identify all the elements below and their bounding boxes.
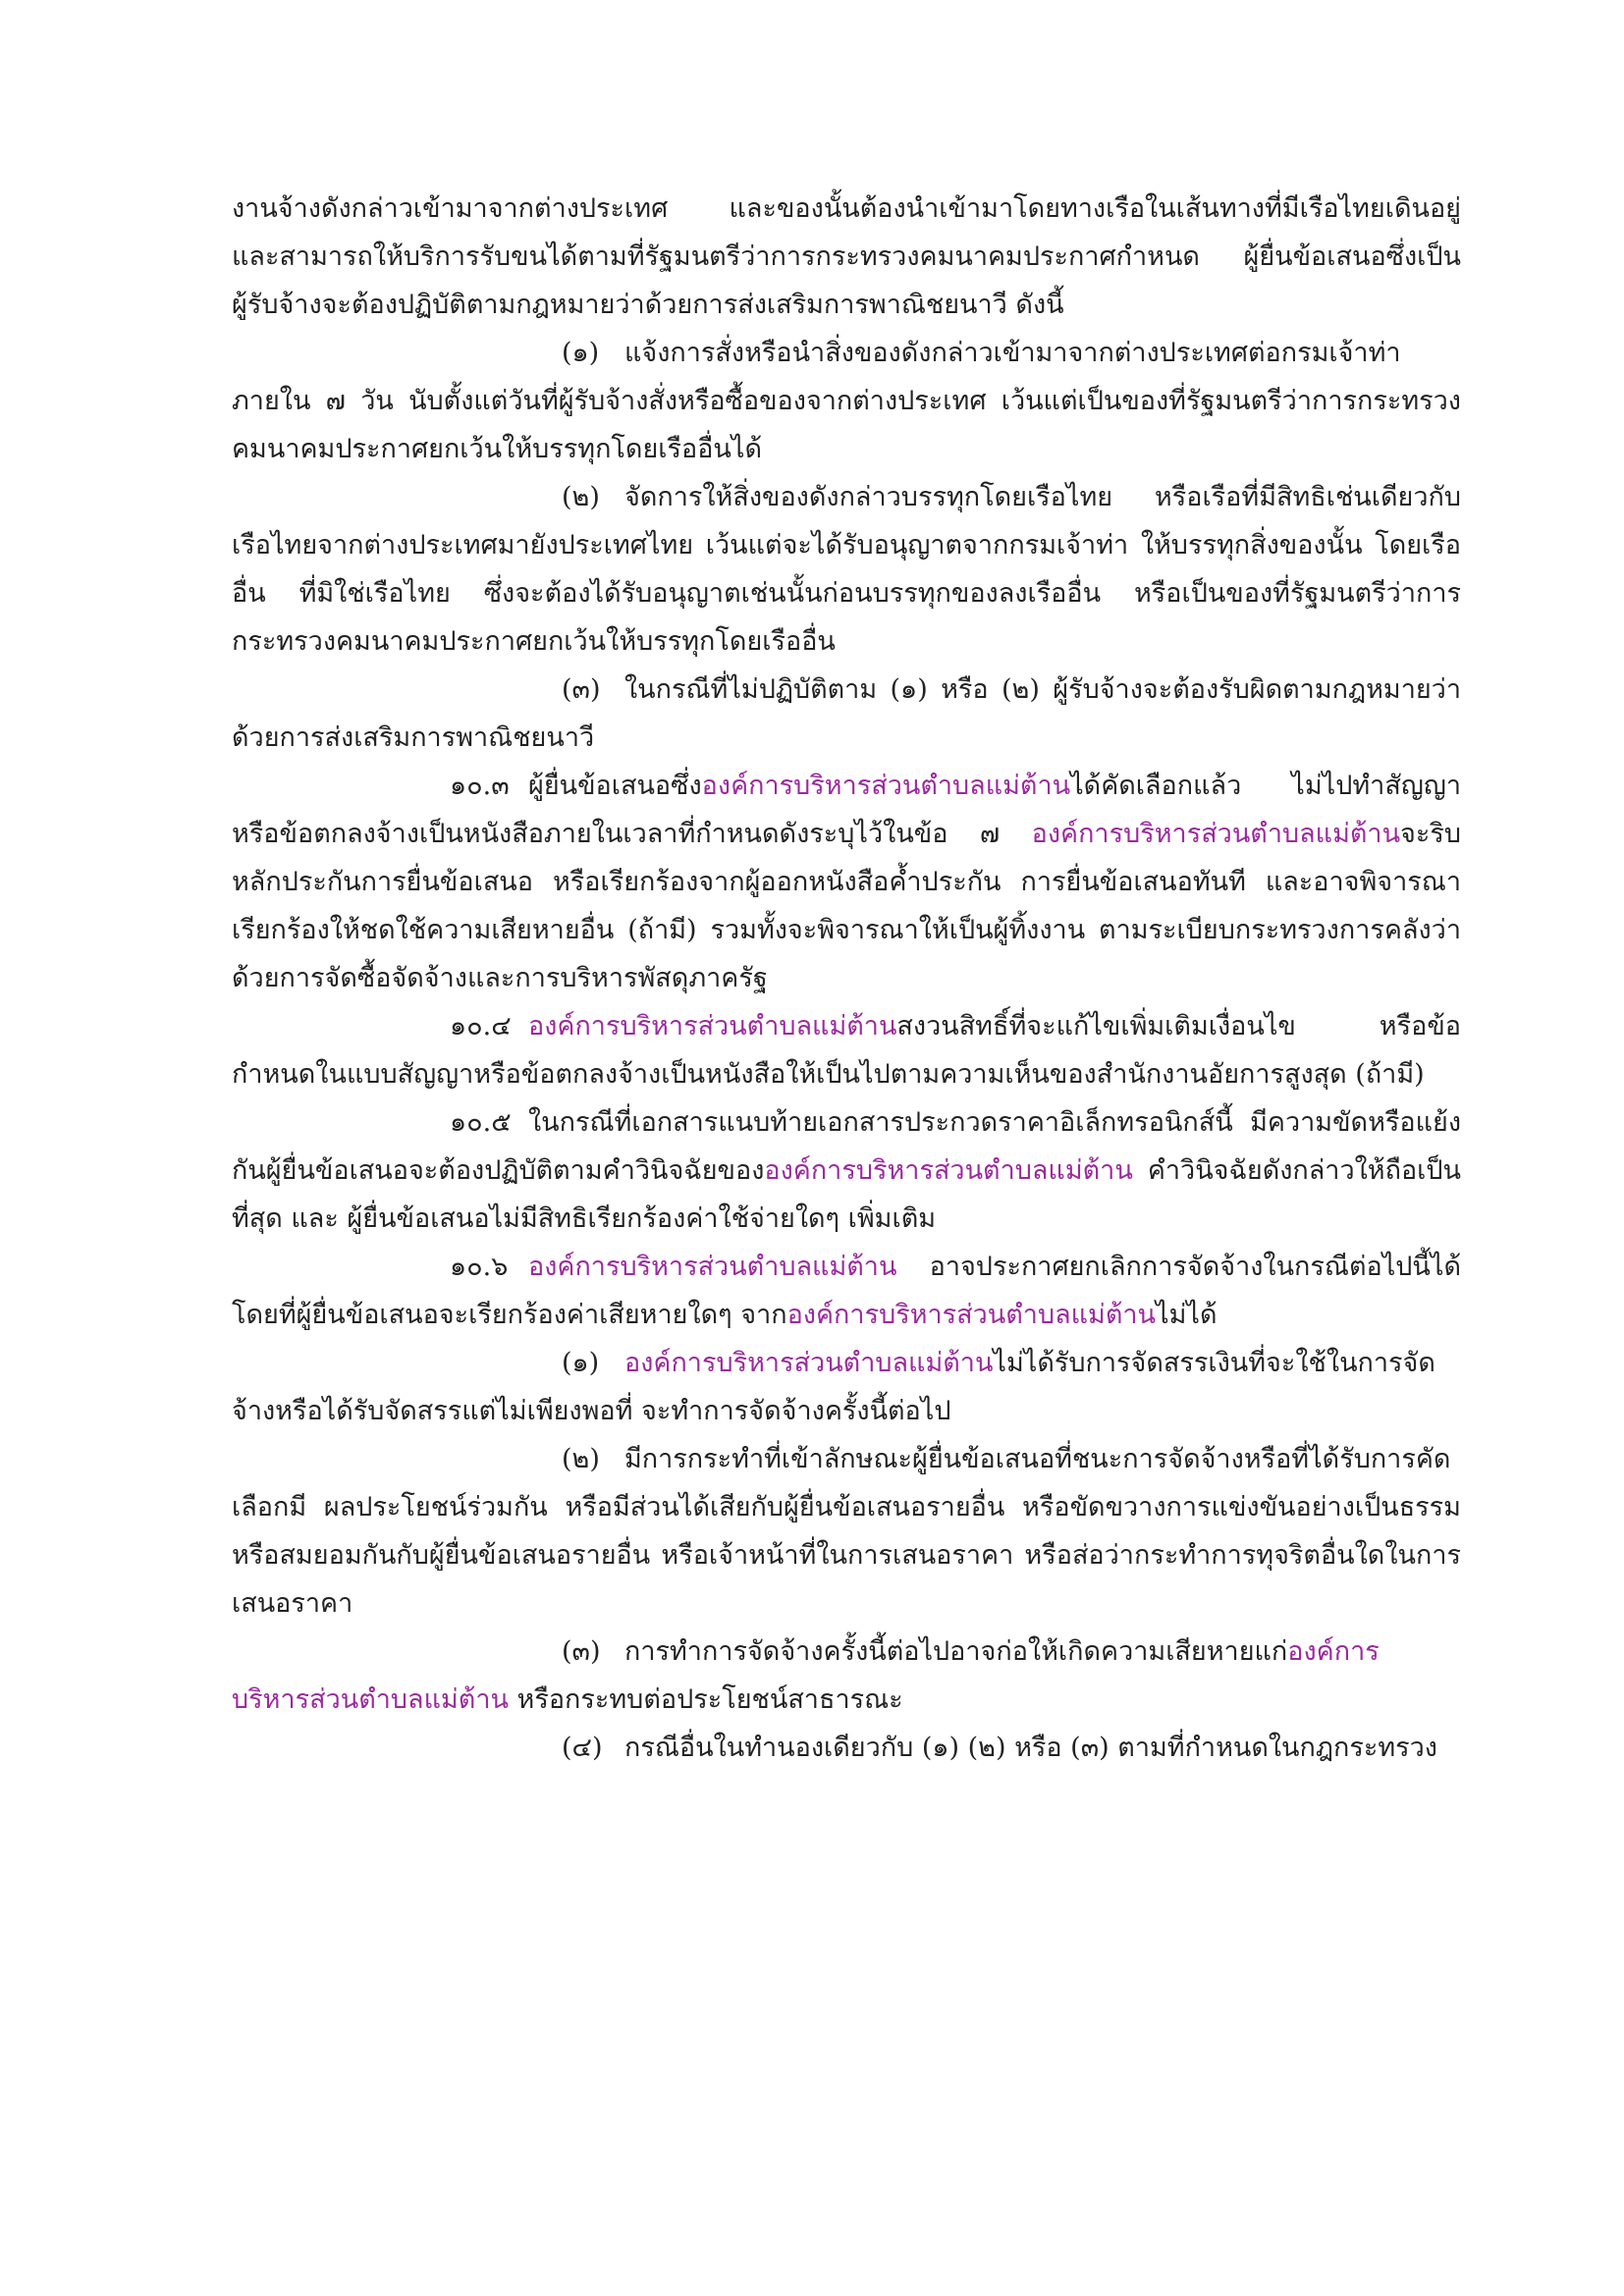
clause-number: ๑๐.๓ <box>450 771 510 801</box>
item-3-paragraph <box>232 666 1461 762</box>
clause-number: ๑๐.๔ <box>450 1011 512 1041</box>
org-name: องค์การบริหารส่วนตำบลแม่ต้าน <box>528 1252 897 1282</box>
item-number: (๑) <box>562 338 600 368</box>
sub-item-2-paragraph <box>232 1435 1461 1628</box>
clause-number: ๑๐.๖ <box>450 1252 509 1282</box>
item-number: (๑) <box>562 1348 600 1378</box>
clause-text: ได้คัดเลือกแล้ว ไม่ไปทำสัญญาหรือข้อตกลงจ้างเป็นหนังสือภายในเวลาที่กำหนดดังระบุไว้ในข้อ ๗ <box>232 771 1461 849</box>
org-name: องค์การบริหารส่วนตำบลแม่ต้าน <box>528 1011 897 1041</box>
org-name-part-2: บริหารส่วนตำบลแม่ต้าน <box>232 1684 509 1715</box>
clause-10-4-paragraph <box>232 1002 1461 1098</box>
clause-number: ๑๐.๕ <box>450 1107 512 1138</box>
item-text: หรือกระทบต่อประโยชน์สาธารณะ <box>508 1684 903 1715</box>
clause-10-5-paragraph <box>232 1098 1461 1243</box>
sub-item-1-paragraph <box>232 1339 1461 1435</box>
item-text: มีการกระทำที่เข้าลักษณะผู้ยื่นข้อเสนอที่ชนะการจัดจ้างหรือที่ได้รับการคัดเลือกมี ผลประโยชน์ร่วมกัน หรือมีส่วนได้เสียกับผู้ยื่นข้อเสนอรายอื่น หรือขัดขวางการแข่งขันอย่างเป็นธรรมหรือสมยอมกันกับผู้ยื่นข้อเสนอรายอื่น หรือเจ้าหน้าที่ในการเสนอราคา หรือส่อว่ากระทำการทุจริตอื่นใดในการเสนอราคา <box>232 1444 1461 1619</box>
item-text: การทำการจัดจ้างครั้งนี้ต่อไปอาจก่อให้เกิดความเสียหายแก่ <box>624 1636 1288 1667</box>
org-name: องค์การบริหารส่วนตำบลแม่ต้าน <box>764 1155 1133 1186</box>
org-name: องค์การบริหารส่วนตำบลแม่ต้าน <box>1031 819 1401 849</box>
item-2-paragraph <box>232 473 1461 666</box>
clause-text: อาจประกาศยกเลิกการจัดจ้างในกรณีต่อไปนี้ได้ โดยที่ผู้ยื่นข้อเสนอจะเรียกร้องค่าเสียหายใดๆ จาก <box>232 1252 1461 1330</box>
item-text: ในกรณีที่ไม่ปฏิบัติตาม (๑) หรือ (๒) ผู้รับจ้างจะต้องรับผิดตามกฎหมายว่าด้วยการส่งเสริมการพาณิชยนาวี <box>232 674 1461 753</box>
item-text: ไม่ได้รับการจัดสรรเงินที่จะใช้ในการจัดจ้างหรือได้รับจัดสรรแต่ไม่เพียงพอที่ จะทำการจัดจ้างครั้งนี้ต่อไป <box>232 1348 1435 1426</box>
item-text: แจ้งการสั่งหรือนำสิ่งของดังกล่าวเข้ามาจากต่างประเทศต่อกรมเจ้าท่าภายใน ๗ วัน นับตั้งแต่วันที่ผู้รับจ้างสั่งหรือซื้อของจากต่างประเทศ เว้นแต่เป็นของที่รัฐมนตรีว่าการกระทรวงคมนาคมประกาศยกเว้นให้บรรทุกโดยเรืออื่นได้ <box>232 338 1461 464</box>
document-body <box>232 185 1461 1772</box>
sub-item-4-paragraph <box>232 1724 1461 1772</box>
org-name-part-1: องค์การ <box>1287 1636 1380 1667</box>
item-text: กรณีอื่นในทำนองเดียวกับ (๑) (๒) หรือ (๓) ตามที่กำหนดในกฎกระทรวง <box>624 1733 1437 1763</box>
clause-text: ผู้ยื่นข้อเสนอซึ่ง <box>528 771 702 801</box>
item-number: (๓) <box>562 674 601 705</box>
intro-paragraph: งานจ้างดังกล่าวเข้ามาจากต่างประเทศ และของนั้นต้องนำเข้ามาโดยทางเรือในเส้นทางที่มีเรือไทยเดินอยู่ และสามารถให้บริการรับขนได้ตามที่รัฐมนตรีว่าการกระทรวงคมนาคมประกาศกำหนด ผู้ยื่นข้อเสนอซึ่งเป็นผู้รับจ้างจะต้องปฏิบัติตามกฎหมายว่าด้วยการส่งเสริมการพาณิชยนาวี ดังนี้ <box>232 193 1461 320</box>
clause-text: ไม่ได้ <box>1156 1300 1218 1330</box>
item-1-paragraph <box>232 329 1461 473</box>
item-number: (๔) <box>562 1733 603 1763</box>
org-name: องค์การบริหารส่วนตำบลแม่ต้าน <box>786 1300 1156 1330</box>
item-text: จัดการให้สิ่งของดังกล่าวบรรทุกโดยเรือไทย หรือเรือที่มีสิทธิเช่นเดียวกับเรือไทยจากต่างประเทศมายังประเทศไทย เว้นแต่จะได้รับอนุญาตจากกรมเจ้าท่า ให้บรรทุกสิ่งของนั้น โดยเรืออื่น ที่มิใช่เรือไทย ซึ่งจะต้องได้รับอนุญาตเช่นนั้นก่อนบรรทุกของลงเรืออื่น หรือเป็นของที่รัฐมนตรีว่าการกระทรวงคมนาคมประกาศยกเว้นให้บรรทุกโดยเรืออื่น <box>232 482 1461 657</box>
sub-item-3-paragraph <box>232 1628 1461 1724</box>
clause-text: จะริบหลักประกันการยื่นข้อเสนอ หรือเรียกร้องจากผู้ออกหนังสือค้ำประกัน การยื่นข้อเสนอทันที และอาจพิจารณาเรียกร้องให้ชดใช้ความเสียหายอื่น (ถ้ามี) รวมทั้งจะพิจารณาให้เป็นผู้ทิ้งงาน ตามระเบียบกระทรวงการคลังว่าด้วยการจัดซื้อจัดจ้างและการบริหารพัสดุภาครัฐ <box>232 819 1461 993</box>
org-name: องค์การบริหารส่วนตำบลแม่ต้าน <box>701 771 1071 801</box>
org-name: องค์การบริหารส่วนตำบลแม่ต้าน <box>624 1348 994 1378</box>
clause-10-3-paragraph <box>232 762 1461 1002</box>
item-number: (๒) <box>562 1444 600 1474</box>
clause-text: ในกรณีที่เอกสารแนบท้ายเอกสารประกวดราคาอิเล็กทรอนิกส์นี้ มีความขัดหรือแย้งกันผู้ยื่นข้อเสนอจะต้องปฏิบัติตามคำวินิจฉัยของ <box>232 1107 1461 1186</box>
clause-text: คำวินิจฉัยดังกล่าวให้ถือเป็นที่สุด และ ผู้ยื่นข้อเสนอไม่มีสิทธิเรียกร้องค่าใช้จ่ายใดๆ เพิ่มเติม <box>232 1155 1461 1234</box>
item-number: (๒) <box>562 482 600 512</box>
item-number: (๓) <box>562 1636 601 1667</box>
clause-text: สงวนสิทธิ์ที่จะแก้ไขเพิ่มเติมเงื่อนไข หรือข้อกำหนดในแบบสัญญาหรือข้อตกลงจ้างเป็นหนังสือให้เป็นไปตามความเห็นของสำนักงานอัยการสูงสุด (ถ้ามี) <box>232 1011 1461 1090</box>
clause-10-6-paragraph <box>232 1243 1461 1339</box>
